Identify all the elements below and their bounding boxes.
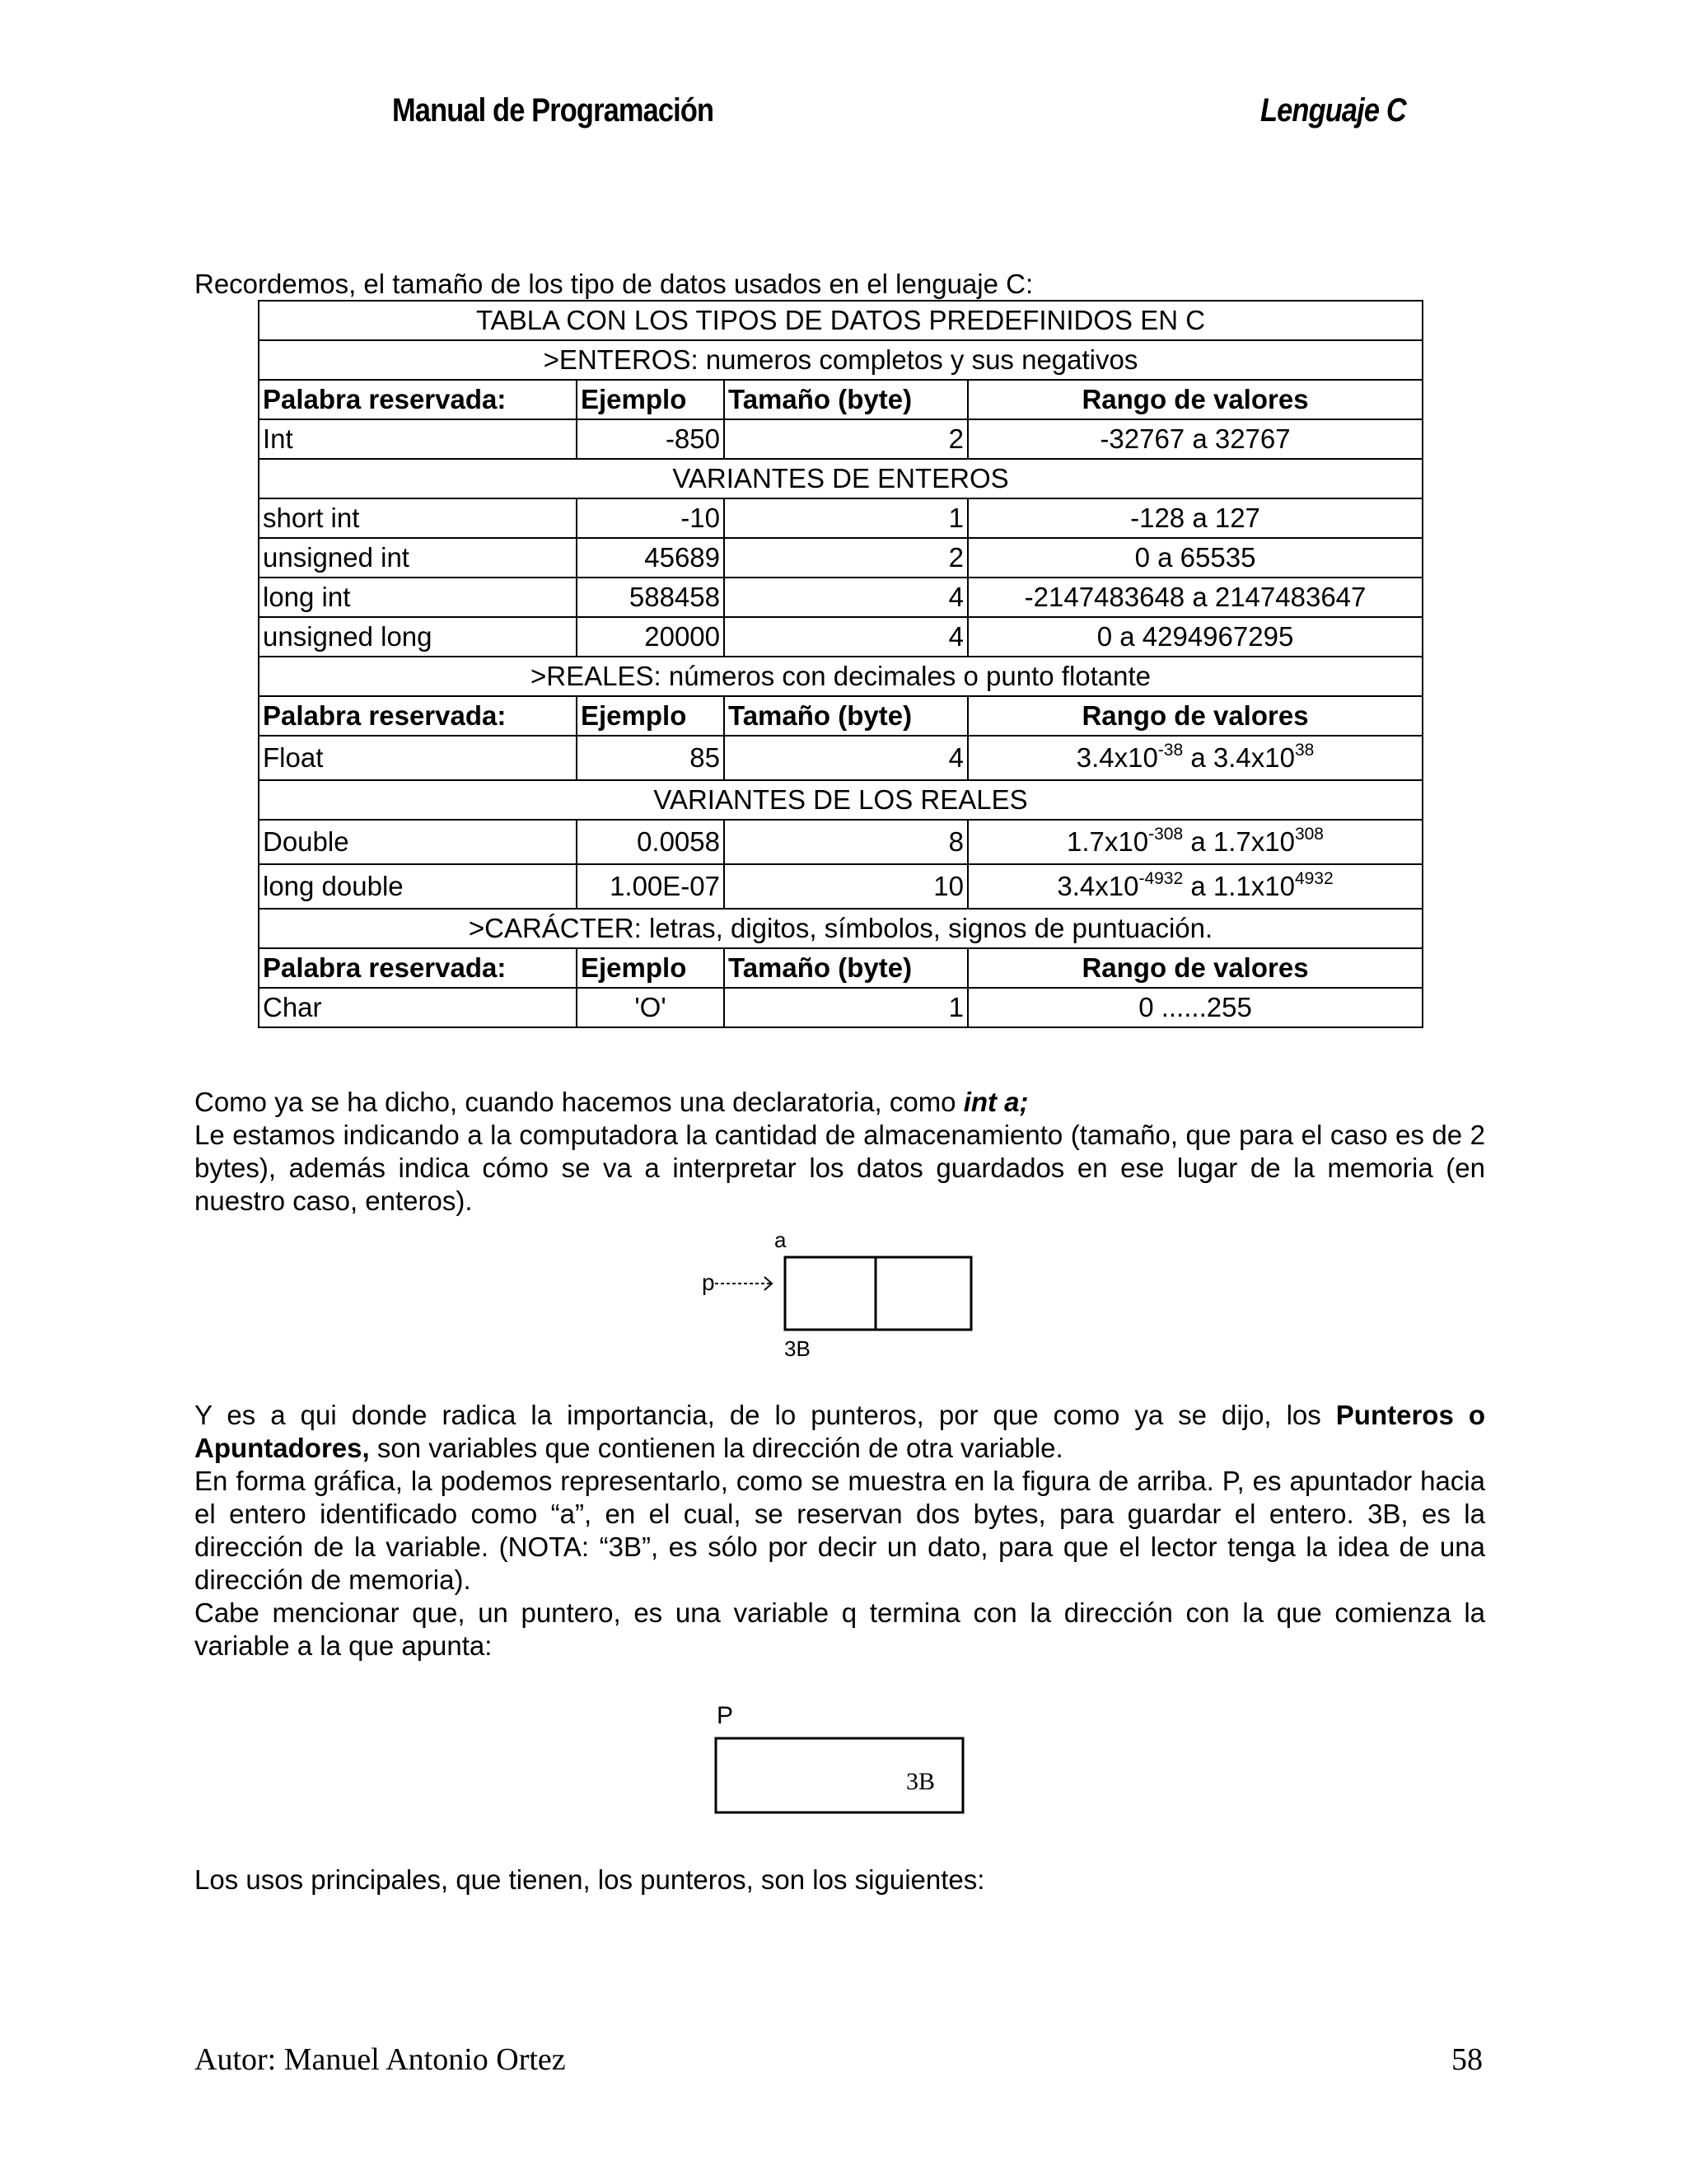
paragraph-text: son variables que contienen la dirección de otra variable. — [369, 1433, 1063, 1463]
paragraph-uses: Los usos principales, que tienen, los punteros, son los siguientes: — [194, 1864, 985, 1895]
range-base: 3.4x10 — [1076, 742, 1158, 773]
table-row — [259, 988, 1423, 1027]
range-base: 1.7x10 — [1067, 826, 1149, 857]
cell-example: 588458 — [577, 578, 724, 617]
table-row — [259, 578, 1423, 617]
cell-keyword: Float — [259, 736, 577, 780]
pointer-label-p: p — [702, 1270, 715, 1295]
cell-range: -2147483648 a 2147483647 — [968, 578, 1423, 617]
range-exponent-low: -4932 — [1138, 869, 1184, 888]
cell-size: 4 — [724, 617, 968, 657]
cell-range — [968, 820, 1423, 864]
cell-size: 10 — [724, 864, 968, 909]
cell-range: 0 a 65535 — [968, 538, 1423, 578]
cell-example: -10 — [577, 498, 724, 538]
cell-keyword: long double — [259, 864, 577, 909]
header-title-left: Manual de Programación — [392, 92, 714, 129]
range-exponent-low: -308 — [1148, 825, 1184, 844]
cell-example: 0.0058 — [577, 820, 724, 864]
col-header-range: Rango de valores — [968, 696, 1423, 736]
pointer-label-p: P — [717, 1702, 734, 1729]
paragraph-text: Y es a qui donde radica la importancia, de lo punteros, por que como ya se dijo, los — [194, 1400, 1336, 1430]
pointer-value: 3B — [906, 1768, 936, 1795]
header-title-right: Lenguaje C — [1260, 92, 1406, 129]
table-row — [259, 498, 1423, 538]
col-header-example: Ejemplo — [577, 696, 724, 736]
col-header-range: Rango de valores — [968, 380, 1423, 419]
variantes-reales-heading: VARIANTES DE LOS REALES — [259, 780, 1423, 820]
cell-keyword: long int — [259, 578, 577, 617]
intro-text: Recordemos, el tamaño de los tipo de datos usados en el lenguaje C: — [194, 269, 1034, 299]
memory-diagram — [692, 1226, 988, 1366]
range-base: 3.4x10 — [1057, 871, 1139, 901]
table-title: TABLA CON LOS TIPOS DE DATOS PREDEFINIDOS EN C — [259, 301, 1423, 340]
paragraph-declaration — [194, 1086, 1485, 1218]
cell-range: -128 a 127 — [968, 498, 1423, 538]
col-header-example: Ejemplo — [577, 380, 724, 419]
var-label-a: a — [774, 1228, 787, 1252]
pointer-diagram — [708, 1697, 972, 1821]
cell-range: 0 ......255 — [968, 988, 1423, 1027]
cell-size: 1 — [724, 498, 968, 538]
cell-example: 45689 — [577, 538, 724, 578]
cell-range: 0 a 4294967295 — [968, 617, 1423, 657]
cell-keyword: Double — [259, 820, 577, 864]
caracter-heading: >CARÁCTER: letras, digitos, símbolos, signos de puntuación. — [259, 909, 1423, 948]
code-int-a: int a; — [963, 1087, 1029, 1117]
memory-cell-byte-1 — [785, 1257, 876, 1330]
range-mid: a 1.1x10 — [1183, 871, 1295, 901]
memory-cell-byte-2 — [876, 1257, 971, 1330]
cell-range: -32767 a 32767 — [968, 419, 1423, 459]
cell-size: 8 — [724, 820, 968, 864]
cell-example: 1.00E-07 — [577, 864, 724, 909]
cell-keyword: unsigned long — [259, 617, 577, 657]
cell-example: 20000 — [577, 617, 724, 657]
table-header-row — [259, 380, 1423, 419]
address-label: 3B — [784, 1336, 811, 1361]
paragraph-text: Cabe mencionar que, un puntero, es una variable q termina con la dirección con la que comienza la variable a la que apunta: — [194, 1597, 1485, 1661]
cell-keyword: unsigned int — [259, 538, 577, 578]
range-exponent-low: -38 — [1157, 741, 1184, 760]
range-exponent-high: 308 — [1294, 825, 1324, 844]
table-row — [259, 820, 1423, 864]
table-row — [259, 538, 1423, 578]
paragraph-text: Como ya se ha dicho, cuando hacemos una declaratoria, como — [194, 1087, 964, 1117]
cell-size: 4 — [724, 578, 968, 617]
table-row — [259, 419, 1423, 459]
cell-size: 2 — [724, 419, 968, 459]
col-header-keyword: Palabra reservada: — [259, 696, 577, 736]
reales-heading: >REALES: números con decimales o punto flotante — [259, 657, 1423, 696]
variantes-enteros-heading: VARIANTES DE ENTEROS — [259, 459, 1423, 498]
page-number: 58 — [1451, 2042, 1483, 2077]
cell-range — [968, 864, 1423, 909]
cell-keyword: Int — [259, 419, 577, 459]
col-header-size: Tamaño (byte) — [724, 948, 968, 988]
cell-range — [968, 736, 1423, 780]
range-mid: a 1.7x10 — [1183, 826, 1295, 857]
col-header-example: Ejemplo — [577, 948, 724, 988]
paragraph-pointers — [194, 1399, 1485, 1663]
table-header-row — [259, 696, 1423, 736]
footer-author: Autor: Manuel Antonio Ortez — [194, 2042, 566, 2077]
paragraph-text: Le estamos indicando a la computadora la cantidad de almacenamiento (tamaño, que para el caso es de 2 bytes), además indica cómo se va a interpretar los datos guardados en ese lugar de la memoria (en nuestro caso, enteros). — [194, 1120, 1485, 1216]
col-header-size: Tamaño (byte) — [724, 380, 968, 419]
cell-size: 2 — [724, 538, 968, 578]
col-header-size: Tamaño (byte) — [724, 696, 968, 736]
paragraph-text: En forma gráfica, la podemos representarlo, como se muestra en la figura de arriba. P, es apuntador hacia el entero identificado como “a”, en el cual, se reservan dos bytes, para guardar el entero. 3B, es la dirección de la variable. (NOTA: “3B”, es sólo por decir un dato, para que el lector tenga la idea de una dirección de memoria). — [194, 1466, 1485, 1595]
col-header-range: Rango de valores — [968, 948, 1423, 988]
cell-size: 1 — [724, 988, 968, 1027]
col-header-keyword: Palabra reservada: — [259, 948, 577, 988]
cell-example: 85 — [577, 736, 724, 780]
table-header-row — [259, 948, 1423, 988]
table-row — [259, 736, 1423, 780]
col-header-keyword: Palabra reservada: — [259, 380, 577, 419]
cell-keyword: Char — [259, 988, 577, 1027]
enteros-heading: >ENTEROS: numeros completos y sus negativos — [259, 340, 1423, 380]
range-exponent-high: 38 — [1294, 741, 1315, 760]
cell-example: 'O' — [577, 988, 724, 1027]
cell-keyword: short int — [259, 498, 577, 538]
table-row — [259, 864, 1423, 909]
table-row — [259, 617, 1423, 657]
data-types-table — [258, 300, 1423, 1028]
bold-term: Punteros o Apuntadores, — [194, 1400, 1485, 1463]
range-exponent-high: 4932 — [1294, 869, 1334, 888]
cell-example: -850 — [577, 419, 724, 459]
cell-size: 4 — [724, 736, 968, 780]
range-mid: a 3.4x10 — [1183, 742, 1295, 773]
